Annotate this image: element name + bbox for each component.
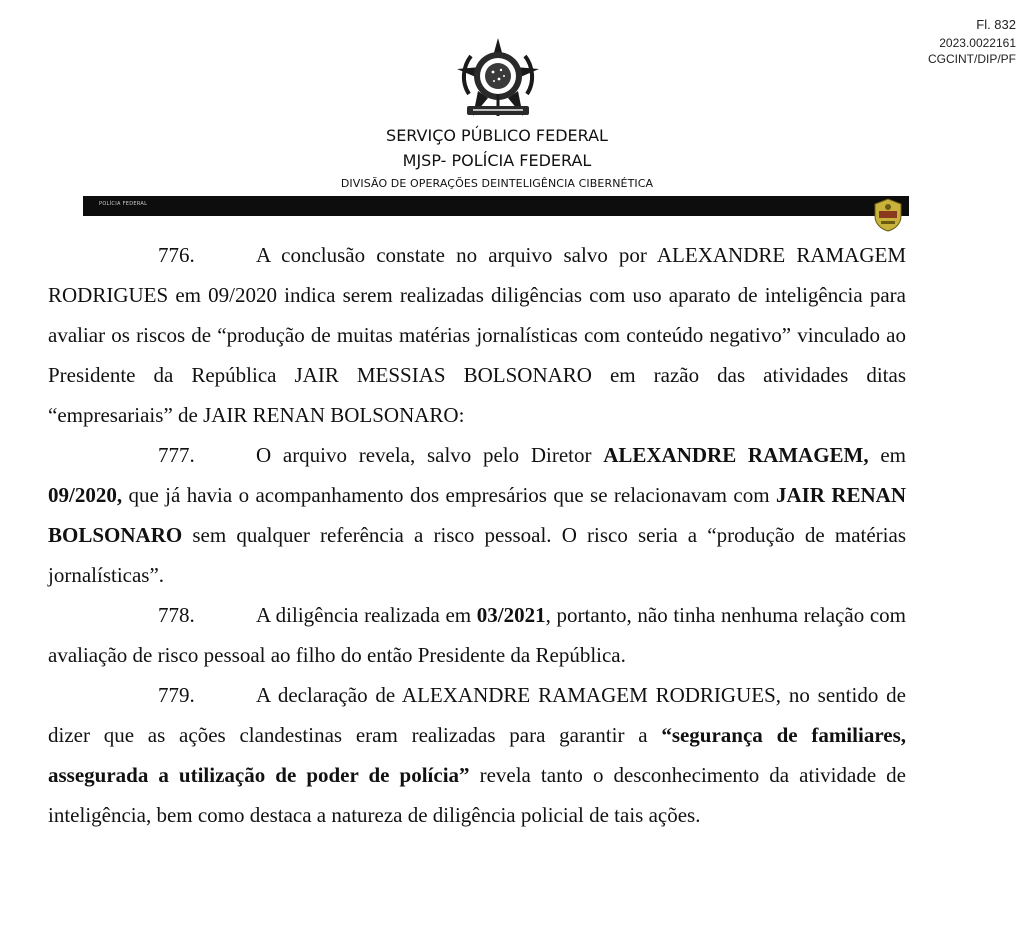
header-line-1: SERVIÇO PÚBLICO FEDERAL: [386, 126, 608, 145]
bold-quote: “segurança de familiares, assegurada a utilização de poder de polícia”: [48, 723, 906, 787]
header-line-3: DIVISÃO DE OPERAÇÕES DEINTELIGÊNCIA CIBERNÉTICA: [340, 177, 654, 190]
paragraph-number: 776.: [158, 243, 195, 267]
bold-date: 09/2020,: [48, 483, 123, 507]
bold-name: ALEXANDRE RAMAGEM,: [603, 443, 869, 467]
header-banner: [83, 196, 909, 216]
paragraph-text: A declaração de ALEXANDRE RAMAGEM RODRIGUES, no sentido de dizer que as ações clandestinas eram realizadas para garantir a: [48, 683, 906, 747]
policia-federal-badge-icon: [873, 198, 903, 232]
paragraph-777: [48, 435, 906, 595]
paragraph-text: A conclusão constate no arquivo salvo por ALEXANDRE RAMAGEM RODRIGUES em 09/2020 indica serem realizadas diligências com uso aparato de inteligência para avaliar os riscos de “produção de muitas matérias jornalísticas com conteúdo negativo” vinculado ao Presidente da República JAIR MESSIAS BOLSONARO em razão das atividades ditas “empresariais” de JAIR RENAN BOLSONARO:: [48, 243, 906, 427]
paragraph-779: [48, 675, 906, 835]
banner-label: POLÍCIA FEDERAL: [99, 201, 148, 207]
paragraph-text: , portanto, não tinha nenhuma relação com avaliação de risco pessoal ao filho do então Presidente da República.: [48, 603, 906, 667]
paragraph-number: 777.: [158, 443, 195, 467]
paragraph-text: que já havia o acompanhamento dos empresários que se relacionavam com: [122, 483, 776, 507]
issuing-unit: CGCINT/DIP/PF: [927, 52, 1016, 66]
paragraph-text: sem qualquer referência a risco pessoal. O risco seria a “produção de matérias jornalísticas”.: [48, 523, 906, 587]
paragraph-text: em: [868, 443, 906, 467]
header-line-2: MJSP- POLÍCIA FEDERAL: [402, 151, 592, 170]
paragraph-776: [48, 235, 906, 435]
bold-date: 03/2021: [476, 603, 546, 627]
paragraph-text: revela tanto o desconhecimento da atividade de inteligência, bem como destaca a natureza de diligência policial de tais ações.: [48, 763, 906, 827]
paragraph-778: [48, 595, 906, 675]
paragraph-number: 778.: [158, 603, 195, 627]
bold-name: JAIR RENAN BOLSONARO: [48, 483, 906, 547]
process-number: 2023.0022161: [939, 36, 1016, 50]
paragraph-number: 779.: [158, 683, 195, 707]
folio-number: Fl. 832: [976, 17, 1016, 32]
folio-stamp: [876, 16, 1016, 67]
brazil-coat-of-arms-icon: [455, 36, 541, 122]
document-body: [48, 235, 906, 835]
paragraph-text: O arquivo revela, salvo pelo Diretor: [256, 443, 604, 467]
paragraph-text: A diligência realizada em: [256, 603, 477, 627]
